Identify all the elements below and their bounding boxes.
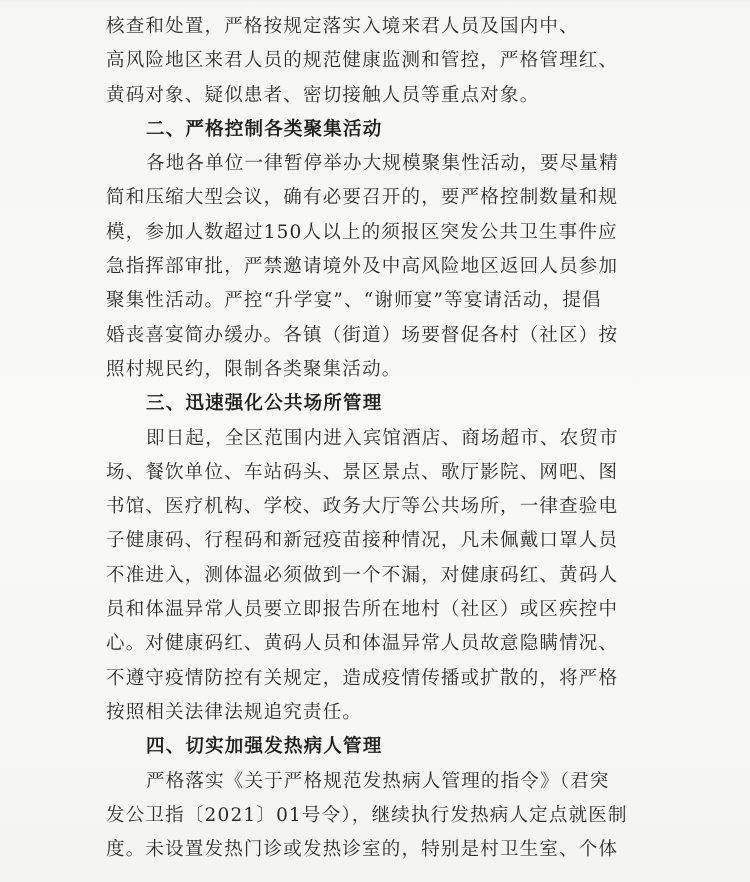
paragraph-line: 婚丧喜宴简办缓办。各镇（街道）场要督促各村（社区）按 <box>106 324 619 346</box>
section-heading: 二、严格控制各类聚集活动 <box>146 118 383 140</box>
paragraph-line: 简和压缩大型会议，确有必要召开的，要严格控制数量和规 <box>106 187 619 209</box>
section-heading: 三、迅速强化公共场所管理 <box>146 393 383 415</box>
document-body <box>106 10 628 867</box>
paragraph-line: 不准进入，测体温必须做到一个不漏，对健康码红、黄码人 <box>106 564 619 586</box>
paragraph-line: 核查和处置，严格按规定落实入境来君人员及国内中、 <box>106 16 579 37</box>
paragraph-line: 发公卫指〔2021〕01号令），继续执行发热病人定点就医制 <box>106 804 628 826</box>
paragraph-line: 照村规民约，限制各类聚集活动。 <box>106 358 402 380</box>
paragraph-line: 高风险地区来君人员的规范健康监测和管控，严格管理红、 <box>106 50 619 72</box>
paragraph-line: 度。未设置发热门诊或发热诊室的，特别是村卫生室、个体 <box>106 839 619 861</box>
paragraph-line: 员和体温异常人员要立即报告所在地村（社区）或区疾控中 <box>106 599 619 621</box>
paragraph-line: 严格落实《关于严格规范发热病人管理的指令》（君突 <box>146 770 610 792</box>
section-heading: 四、切实加强发热病人管理 <box>146 736 383 758</box>
paragraph-line: 急指挥部审批，严禁邀请境外及中高风险地区返回人员参加 <box>106 256 619 278</box>
paragraph-line: 即日起，全区范围内进入宾馆酒店、商场超市、农贸市 <box>146 427 619 449</box>
paragraph-line: 场、餐饮单位、车站码头、景区景点、歌厅影院、网吧、图 <box>106 461 619 483</box>
paragraph-line: 聚集性活动。严控“升学宴”、“谢师宴”等宴请活动，提倡 <box>106 290 602 312</box>
paragraph-line: 黄码对象、疑似患者、密切接触人员等重点对象。 <box>106 84 540 106</box>
paragraph-line: 按照相关法律法规追究责任。 <box>106 701 363 723</box>
paragraph-line: 心。对健康码红、黄码人员和体温异常人员故意隐瞒情况、 <box>106 633 619 655</box>
paragraph-line: 模，参加人数超过150人以上的须报区突发公共卫生事件应 <box>106 221 618 243</box>
paragraph-line: 子健康码、行程码和新冠疫苗接种情况，凡未佩戴口罩人员 <box>106 530 619 552</box>
page-top-edge <box>0 0 750 3</box>
paragraph-line: 各地各单位一律暂停举办大规模聚集性活动，要尽量精 <box>146 153 619 175</box>
paragraph-line: 不遵守疫情防控有关规定，造成疫情传播或扩散的，将严格 <box>106 667 619 689</box>
paragraph-line: 书馆、医疗机构、学校、政务大厅等公共场所，一律查验电 <box>106 496 619 518</box>
